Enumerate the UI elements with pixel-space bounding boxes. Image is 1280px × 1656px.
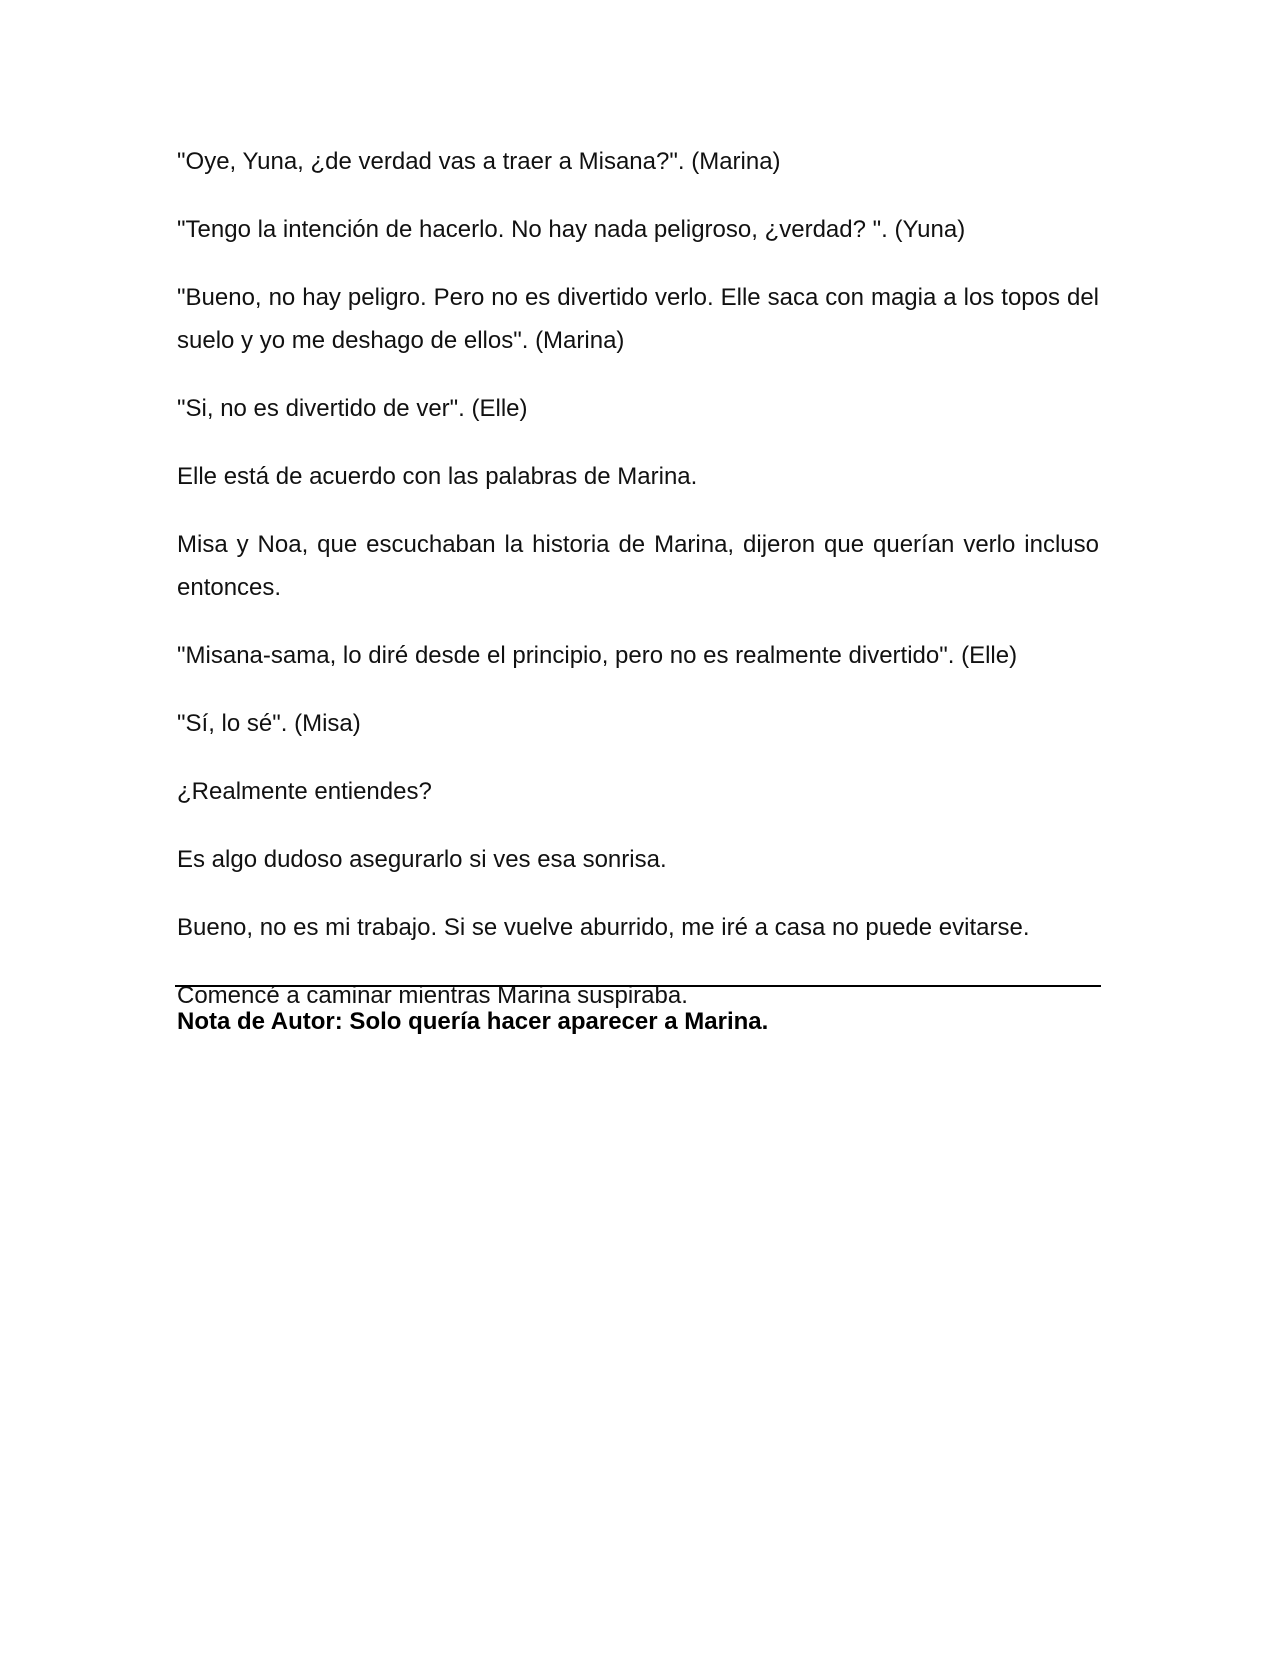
separator-rule <box>175 985 1101 987</box>
paragraph: "Oye, Yuna, ¿de verdad vas a traer a Misana?". (Marina) <box>177 148 781 175</box>
paragraph: "Misana-sama, lo diré desde el principio, pero no es realmente divertido". (Elle) <box>177 642 1018 669</box>
document-body <box>177 140 1099 1042</box>
paragraph: "Tengo la intención de hacerlo. No hay nada peligroso, ¿verdad? ". (Yuna) <box>177 216 966 243</box>
paragraph: ¿Realmente entiendes? <box>177 778 432 805</box>
paragraph: "Bueno, no hay peligro. Pero no es divertido verlo. Elle saca con magia a los topos del suelo y yo me deshago de ellos". (Marina) <box>177 284 1099 354</box>
paragraph: "Si, no es divertido de ver". (Elle) <box>177 395 528 422</box>
paragraph: Es algo dudoso asegurarlo si ves esa sonrisa. <box>177 846 667 873</box>
paragraph: Comencé a caminar mientras Marina suspiraba. <box>177 982 688 1009</box>
paragraph: "Sí, lo sé". (Misa) <box>177 710 361 737</box>
paragraph: Bueno, no es mi trabajo. Si se vuelve aburrido, me iré a casa no puede evitarse. <box>177 914 1030 941</box>
paragraph: Misa y Noa, que escuchaban la historia de Marina, dijeron que querían verlo incluso entonces. <box>177 531 1099 601</box>
author-note: Nota de Autor: Solo quería hacer aparecer a Marina. <box>177 1008 769 1035</box>
paragraph: Elle está de acuerdo con las palabras de Marina. <box>177 463 698 490</box>
